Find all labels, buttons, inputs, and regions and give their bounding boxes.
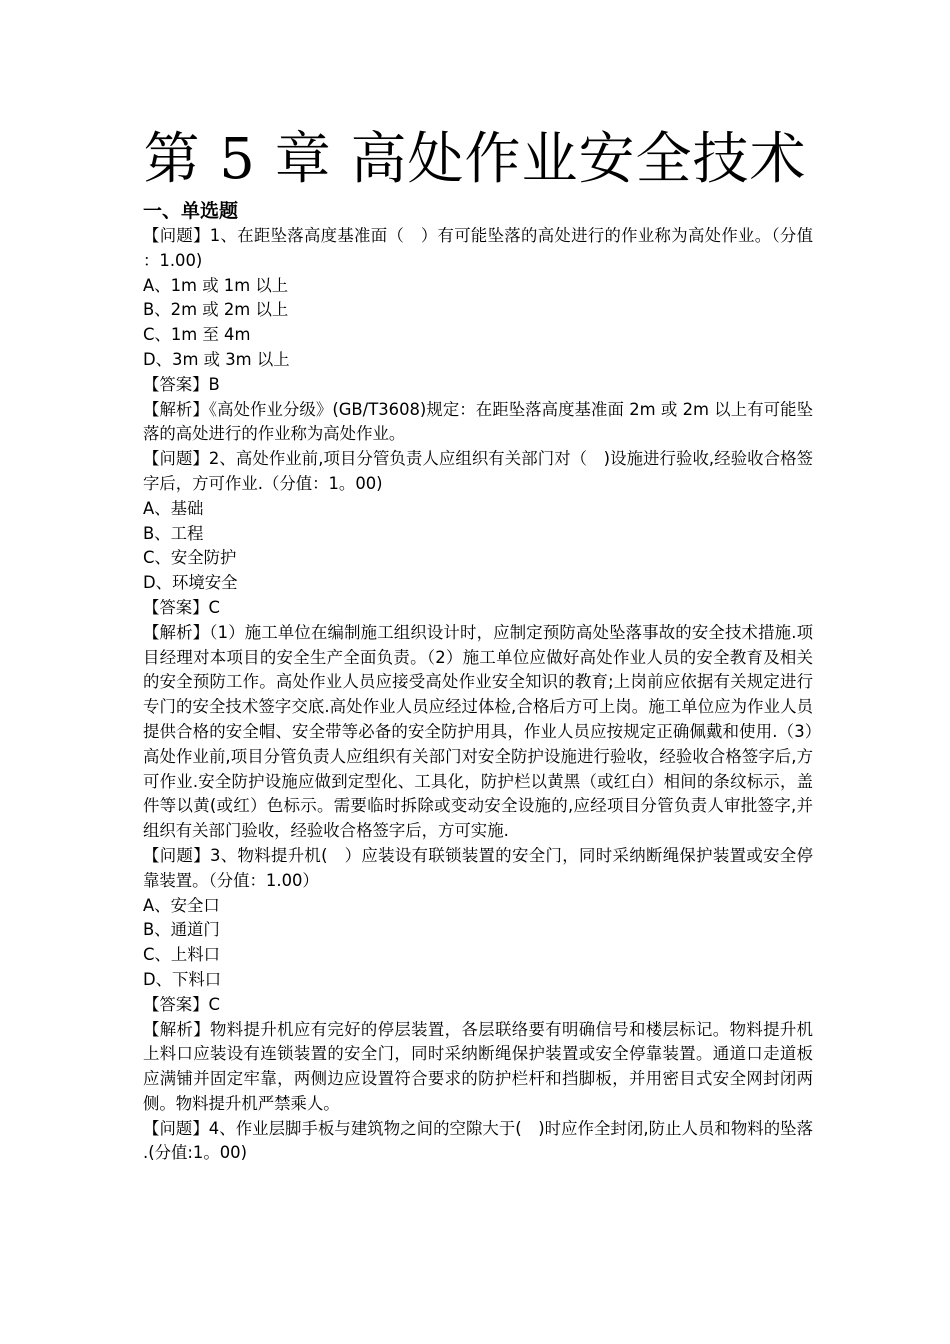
answer: 【答案】B: [143, 374, 220, 394]
option-d: D、下料口: [143, 969, 222, 989]
chapter-title: 第 5 章 高处作业安全技术: [143, 127, 807, 192]
option-c: C、1m 至 4m: [143, 325, 251, 345]
option-a: A、基础: [143, 498, 204, 518]
question-3: 【问题】3、物料提升机( ）应装设有联锁装置的安全门，同时采纳断绳保护装置或安全停靠装置。（分值：1.00）: [143, 845, 813, 890]
explanation: 【解析】物料提升机应有完好的停层装置，各层联络要有明确信号和楼层标记。物料提升机上料口应装设有连锁装置的安全门，同时采纳断绳保护装置或安全停靠装置。通道口走道板应满铺并固定牢靠，两侧边应设置符合要求的防护栏杆和挡脚板，并用密目式安全网封闭两侧。物料提升机严禁乘人。: [143, 1019, 813, 1113]
option-a: A、1m 或 1m 以上: [143, 275, 289, 295]
question-4: 【问题】4、作业层脚手板与建筑物之间的空隙大于( )时应作全封闭,防止人员和物料的坠落.(分值:1。00): [143, 1118, 813, 1163]
explanation: 【解析】《高处作业分级》(GB/T3608)规定：在距坠落高度基准面 2m 或 2m 以上有可能坠落的高处进行的作业称为高处作业。: [143, 399, 813, 444]
option-d: D、环境安全: [143, 573, 238, 593]
option-b: B、2m 或 2m 以上: [143, 300, 289, 320]
option-d: D、3m 或 3m 以上: [143, 349, 290, 369]
option-b: B、工程: [143, 523, 204, 543]
option-b: B、通道门: [143, 920, 220, 940]
question-1: 【问题】1、在距坠落高度基准面（ ）有可能坠落的高处进行的作业称为高处作业。（分值：1.00): [143, 226, 813, 270]
answer: 【答案】C: [143, 597, 221, 617]
option-c: C、安全防护: [143, 548, 237, 568]
section-heading: 一、单选题: [143, 200, 239, 222]
question-2: 【问题】2、高处作业前,项目分管负责人应组织有关部门对（ )设施进行验收,经验收合格签字后，方可作业.（分值：1。00): [143, 449, 813, 493]
option-a: A、安全口: [143, 895, 220, 915]
document-body: [143, 198, 813, 1166]
answer: 【答案】C: [143, 994, 221, 1014]
option-c: C、上料口: [143, 945, 221, 965]
explanation: 【解析】（1）施工单位在编制施工组织设计时，应制定预防高处坠落事故的安全技术措施.项目经理对本项目的安全生产全面负责。（2）施工单位应做好高处作业人员的安全教育及相关的安全预防工作。高处作业人员应接受高处作业安全知识的教育;上岗前应依据有关规定进行专门的安全技术签字交底.高处作业人员应经过体检,合格后方可上岗。施工单位应为作业人员提供合格的安全帽、安全带等必备的安全防护用具，作业人员应按规定正确佩戴和使用.（3）高处作业前,项目分管负责人应组织有关部门对安全防护设施进行验收，经验收合格签字后,方可作业.安全防护设施应做到定型化、工具化，防护栏以黄黑（或红白）相间的条纹标示，盖件等以黄(或红）色标示。需要临时拆除或变动安全设施的,应经项目分管负责人审批签字,并组织有关部门验收，经验收合格签字后，方可实施.: [143, 622, 813, 841]
